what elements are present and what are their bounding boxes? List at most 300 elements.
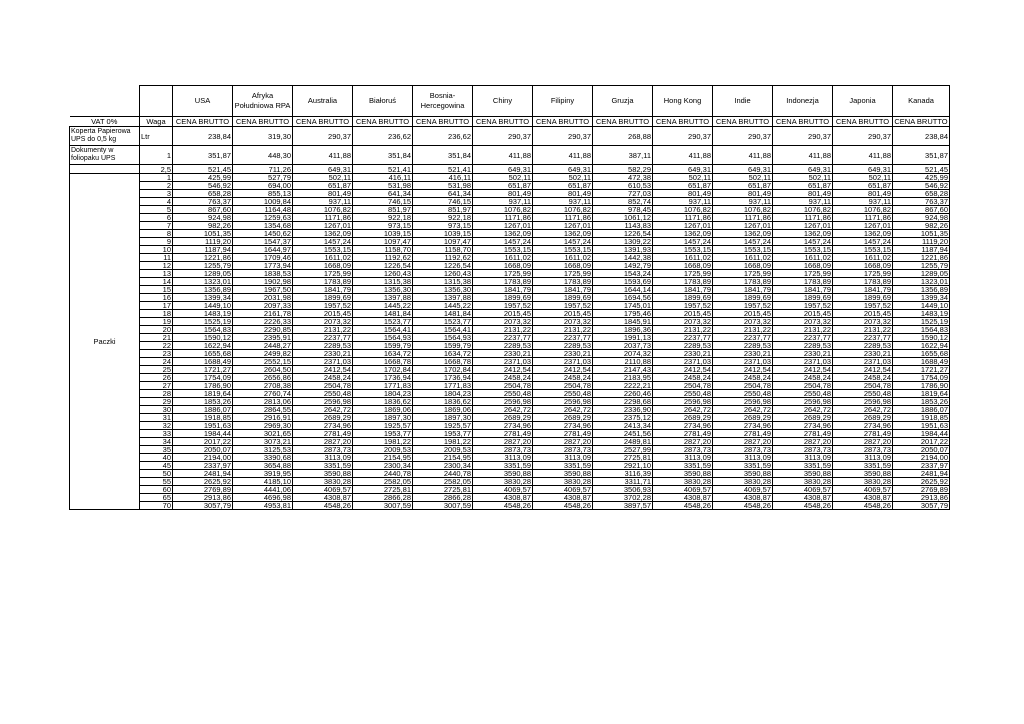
price-cell: 4548,26 (773, 502, 833, 510)
country-header: Indie (713, 86, 773, 117)
price-cell: 2330,21 (293, 350, 353, 358)
price-cell: 1590,12 (173, 334, 233, 342)
price-cell: 2781,49 (293, 430, 353, 438)
weight-cell: 31 (140, 414, 173, 422)
price-cell: 290,37 (293, 127, 353, 146)
price-cell: 1564,83 (173, 326, 233, 334)
price-cell: 2582,05 (353, 478, 413, 486)
price-cell: 1896,36 (593, 326, 653, 334)
price-cell: 1553,15 (713, 246, 773, 254)
price-cell: 1899,69 (713, 294, 773, 302)
price-cell: 2596,98 (473, 398, 533, 406)
price-cell: 3830,28 (533, 478, 593, 486)
corner-cell-2 (140, 86, 173, 117)
table-row (70, 198, 950, 206)
weight-cell: 17 (140, 302, 173, 310)
table-row (70, 494, 950, 502)
weight-cell: 26 (140, 374, 173, 382)
price-cell: 2734,96 (773, 422, 833, 430)
price-cell: 2781,49 (533, 430, 593, 438)
price-cell: 2458,24 (293, 374, 353, 382)
price-cell: 1158,70 (413, 246, 473, 254)
price-cell: 2131,22 (833, 326, 893, 334)
price-header: CENA BRUTTO (293, 117, 353, 127)
price-cell: 2481,94 (173, 470, 233, 478)
price-cell: 1736,94 (413, 374, 473, 382)
table-row (70, 214, 950, 222)
price-cell: 1171,86 (473, 214, 533, 222)
price-cell: 1525,19 (893, 318, 950, 326)
price-cell: 1899,69 (293, 294, 353, 302)
price-cell: 649,31 (773, 165, 833, 174)
price-cell: 641,34 (413, 190, 473, 198)
price-cell: 1694,56 (593, 294, 653, 302)
price-cell: 1255,79 (893, 262, 950, 270)
price-cell: 746,15 (353, 198, 413, 206)
price-cell: 2330,21 (653, 350, 713, 358)
price-cell: 1362,09 (473, 230, 533, 238)
price-cell: 1076,82 (773, 206, 833, 214)
price-cell: 2131,22 (293, 326, 353, 334)
price-cell: 411,88 (653, 146, 713, 165)
table-row (70, 326, 950, 334)
price-cell: 2504,78 (533, 382, 593, 390)
price-header: CENA BRUTTO (353, 117, 413, 127)
price-cell: 2916,91 (233, 414, 293, 422)
price-cell: 2237,77 (713, 334, 773, 342)
table-row (70, 146, 950, 165)
price-cell: 2873,73 (833, 446, 893, 454)
price-cell: 1457,24 (833, 238, 893, 246)
weight-cell: 14 (140, 278, 173, 286)
price-cell: 2827,20 (533, 438, 593, 446)
weight-cell: 1 (140, 146, 173, 165)
price-cell: 2015,45 (713, 310, 773, 318)
weight-cell: 20 (140, 326, 173, 334)
price-cell: 4953,81 (233, 502, 293, 510)
price-cell: 2289,53 (533, 342, 593, 350)
price-cell: 1076,82 (293, 206, 353, 214)
country-header: Afryka Południowa RPA (233, 86, 293, 117)
price-cell: 1399,34 (173, 294, 233, 302)
weight-cell: 34 (140, 438, 173, 446)
price-cell: 1841,79 (473, 286, 533, 294)
price-cell: 1362,09 (293, 230, 353, 238)
table-row (70, 270, 950, 278)
price-cell: 973,15 (413, 222, 473, 230)
price-cell: 1668,09 (293, 262, 353, 270)
price-cell: 651,87 (293, 182, 353, 190)
price-cell: 3830,28 (473, 478, 533, 486)
price-cell: 319,30 (233, 127, 293, 146)
price-cell: 1899,69 (473, 294, 533, 302)
price-cell: 867,60 (173, 206, 233, 214)
price-cell: 2395,91 (233, 334, 293, 342)
price-cell: 1267,01 (473, 222, 533, 230)
price-cell: 1836,62 (413, 398, 473, 406)
price-cell: 2913,86 (173, 494, 233, 502)
price-cell: 1051,35 (893, 230, 950, 238)
table-row (70, 406, 950, 414)
price-cell: 1668,09 (833, 262, 893, 270)
price-cell: 1076,82 (833, 206, 893, 214)
price-cell: 1783,89 (653, 278, 713, 286)
price-cell: 2642,72 (653, 406, 713, 414)
price-cell: 2015,45 (833, 310, 893, 318)
weight-cell: 70 (140, 502, 173, 510)
price-cell: 1076,82 (653, 206, 713, 214)
price-cell: 2708,38 (233, 382, 293, 390)
price-cell: 1187,94 (893, 246, 950, 254)
price-cell: 1362,09 (653, 230, 713, 238)
price-cell: 3590,88 (533, 470, 593, 478)
price-cell: 1397,88 (353, 294, 413, 302)
row-label: Dokumenty w foliopaku UPS (70, 146, 140, 165)
price-cell: 1309,22 (593, 238, 653, 246)
price-cell: 1481,84 (353, 310, 413, 318)
price-cell: 937,11 (533, 198, 593, 206)
price-cell: 2009,53 (413, 446, 473, 454)
price-cell: 1957,52 (293, 302, 353, 310)
price-cell: 1841,79 (833, 286, 893, 294)
price-cell: 1869,06 (353, 406, 413, 414)
price-cell: 727,03 (593, 190, 653, 198)
price-cell: 4069,57 (773, 486, 833, 494)
price-cell: 2073,32 (713, 318, 773, 326)
price-cell: 4069,57 (293, 486, 353, 494)
price-cell: 1991,13 (593, 334, 653, 342)
price-cell: 982,26 (893, 222, 950, 230)
price-cell: 1897,30 (413, 414, 473, 422)
weight-cell: 24 (140, 358, 173, 366)
price-cell: 236,62 (413, 127, 473, 146)
paczki-label: Paczki (70, 174, 140, 510)
price-cell: 2866,28 (353, 494, 413, 502)
price-cell: 2337,97 (893, 462, 950, 470)
price-cell: 582,29 (593, 165, 653, 174)
weight-cell: 5 (140, 206, 173, 214)
price-cell: 1899,69 (773, 294, 833, 302)
table-row (70, 358, 950, 366)
price-cell: 3113,09 (533, 454, 593, 462)
price-cell: 2440,78 (353, 470, 413, 478)
price-cell: 1226,54 (353, 262, 413, 270)
price-cell: 2371,03 (773, 358, 833, 366)
price-cell: 2781,49 (833, 430, 893, 438)
price-cell: 1362,09 (773, 230, 833, 238)
country-header: Białoruś (353, 86, 413, 117)
weight-cell: 10 (140, 246, 173, 254)
weight-cell: 22 (140, 342, 173, 350)
price-cell: 2656,86 (233, 374, 293, 382)
price-cell: 521,41 (413, 165, 473, 174)
price-cell: 2504,78 (833, 382, 893, 390)
price-cell: 2552,15 (233, 358, 293, 366)
country-header: Kanada (893, 86, 950, 117)
price-cell: 3830,28 (293, 478, 353, 486)
vat-label: VAT 0% (70, 117, 140, 127)
price-cell: 1804,23 (413, 390, 473, 398)
price-cell: 1668,78 (413, 358, 473, 366)
price-cell: 3007,59 (413, 502, 473, 510)
price-cell: 2015,45 (473, 310, 533, 318)
weight-cell: 29 (140, 398, 173, 406)
price-cell: 2642,72 (473, 406, 533, 414)
price-cell: 2550,48 (833, 390, 893, 398)
price-cell: 2413,34 (593, 422, 653, 430)
price-cell: 1039,15 (353, 230, 413, 238)
price-cell: 2642,72 (533, 406, 593, 414)
country-header: Bosnia-Hercegowina (413, 86, 473, 117)
price-cell: 521,45 (893, 165, 950, 174)
price-cell: 1795,46 (593, 310, 653, 318)
price-cell: 937,11 (293, 198, 353, 206)
price-cell: 351,87 (893, 146, 950, 165)
price-cell: 852,74 (593, 198, 653, 206)
price-cell: 502,11 (293, 174, 353, 182)
weight-cell: 21 (140, 334, 173, 342)
price-cell: 1483,19 (893, 310, 950, 318)
price-cell: 651,87 (713, 182, 773, 190)
price-cell: 2131,22 (773, 326, 833, 334)
price-cell: 3113,09 (653, 454, 713, 462)
price-cell: 2371,03 (833, 358, 893, 366)
price-cell: 1483,19 (173, 310, 233, 318)
price-cell: 1957,52 (713, 302, 773, 310)
price-cell: 2760,74 (233, 390, 293, 398)
price-cell: 2527,99 (593, 446, 653, 454)
price-cell: 1984,44 (893, 430, 950, 438)
price-cell: 4548,26 (533, 502, 593, 510)
price-cell: 527,79 (233, 174, 293, 182)
price-header: CENA BRUTTO (473, 117, 533, 127)
price-cell: 2015,45 (293, 310, 353, 318)
price-cell: 2015,45 (653, 310, 713, 318)
price-cell: 3057,79 (173, 502, 233, 510)
weight-cell: 7 (140, 222, 173, 230)
price-cell: 2300,34 (413, 462, 473, 470)
price-cell: 2330,21 (713, 350, 773, 358)
price-header: CENA BRUTTO (653, 117, 713, 127)
price-cell: 1523,77 (353, 318, 413, 326)
price-header: CENA BRUTTO (833, 117, 893, 127)
price-cell: 1668,09 (773, 262, 833, 270)
price-cell: 2330,21 (473, 350, 533, 358)
price-cell: 290,37 (833, 127, 893, 146)
price-cell: 2781,49 (653, 430, 713, 438)
price-cell: 1668,09 (533, 262, 593, 270)
price-cell: 411,88 (833, 146, 893, 165)
price-cell: 2237,77 (833, 334, 893, 342)
price-header: CENA BRUTTO (773, 117, 833, 127)
price-cell: 4069,57 (833, 486, 893, 494)
price-cell: 1668,09 (653, 262, 713, 270)
price-cell: 3390,68 (233, 454, 293, 462)
price-cell: 1543,24 (593, 270, 653, 278)
price-cell: 3351,59 (293, 462, 353, 470)
weight-cell: 16 (140, 294, 173, 302)
price-cell: 2371,03 (653, 358, 713, 366)
price-cell: 3351,59 (653, 462, 713, 470)
table-row (70, 174, 950, 182)
country-header: USA (173, 86, 233, 117)
price-cell: 2642,72 (293, 406, 353, 414)
price-cell: 2913,86 (893, 494, 950, 502)
price-cell: 1783,89 (833, 278, 893, 286)
price-cell: 2596,98 (713, 398, 773, 406)
price-cell: 2873,73 (713, 446, 773, 454)
table-row (70, 238, 950, 246)
weight-cell: 2 (140, 182, 173, 190)
price-cell: 1442,38 (593, 254, 653, 262)
price-cell: 937,11 (653, 198, 713, 206)
price-cell: 3830,28 (653, 478, 713, 486)
price-cell: 2458,24 (473, 374, 533, 382)
price-cell: 1845,91 (593, 318, 653, 326)
price-cell: 801,49 (833, 190, 893, 198)
price-cell: 1061,12 (593, 214, 653, 222)
price-cell: 1925,57 (413, 422, 473, 430)
price-cell: 2412,54 (713, 366, 773, 374)
price-cell: 2037,73 (593, 342, 653, 350)
price-cell: 3590,88 (773, 470, 833, 478)
price-cell: 1745,01 (593, 302, 653, 310)
price-cell: 2458,24 (833, 374, 893, 382)
table-row (70, 486, 950, 494)
price-cell: 2009,53 (353, 446, 413, 454)
price-cell: 2260,46 (593, 390, 653, 398)
price-cell: 1688,49 (173, 358, 233, 366)
table-row (70, 206, 950, 214)
price-cell: 2289,53 (293, 342, 353, 350)
price-cell: 448,30 (233, 146, 293, 165)
price-cell: 521,41 (353, 165, 413, 174)
table-row (70, 127, 950, 146)
price-cell: 2017,22 (893, 438, 950, 446)
price-cell: 982,26 (173, 222, 233, 230)
price-cell: 1171,86 (653, 214, 713, 222)
price-cell: 1754,09 (173, 374, 233, 382)
price-cell: 1925,57 (353, 422, 413, 430)
price-cell: 2827,20 (773, 438, 833, 446)
price-cell: 801,49 (293, 190, 353, 198)
price-cell: 2017,22 (173, 438, 233, 446)
price-cell: 3351,59 (713, 462, 773, 470)
price-cell: 1725,99 (833, 270, 893, 278)
price-cell: 2300,34 (353, 462, 413, 470)
price-cell: 2131,22 (653, 326, 713, 334)
price-cell: 1362,09 (713, 230, 773, 238)
price-cell: 2183,95 (593, 374, 653, 382)
price-cell: 651,87 (773, 182, 833, 190)
price-cell: 651,87 (473, 182, 533, 190)
price-cell: 1399,34 (893, 294, 950, 302)
price-cell: 1590,12 (893, 334, 950, 342)
price-cell: 2781,49 (773, 430, 833, 438)
table-row (70, 262, 950, 270)
price-cell: 2371,03 (473, 358, 533, 366)
price-cell: 2097,33 (233, 302, 293, 310)
price-cell: 1721,27 (173, 366, 233, 374)
weight-header: Waga (140, 117, 173, 127)
price-cell: 1523,77 (413, 318, 473, 326)
price-cell: 1634,72 (413, 350, 473, 358)
price-cell: 937,11 (833, 198, 893, 206)
table-row (70, 398, 950, 406)
price-cell: 1771,83 (413, 382, 473, 390)
price-cell: 4308,87 (533, 494, 593, 502)
price-cell: 1886,07 (893, 406, 950, 414)
table-row (70, 302, 950, 310)
table-row (70, 278, 950, 286)
price-cell: 2290,85 (233, 326, 293, 334)
price-cell: 1267,01 (833, 222, 893, 230)
price-cell: 2582,05 (413, 478, 473, 486)
price-cell: 1836,62 (353, 398, 413, 406)
price-cell: 1289,05 (173, 270, 233, 278)
price-cell: 1841,79 (533, 286, 593, 294)
price-cell: 1725,99 (713, 270, 773, 278)
price-cell: 2073,32 (833, 318, 893, 326)
price-cell: 1951,63 (893, 422, 950, 430)
price-cell: 2734,96 (833, 422, 893, 430)
weight-cell: 27 (140, 382, 173, 390)
price-cell: 2489,81 (593, 438, 653, 446)
price-cell: 2550,48 (473, 390, 533, 398)
price-cell: 3590,88 (713, 470, 773, 478)
price-cell: 3311,71 (593, 478, 653, 486)
table-row (70, 414, 950, 422)
price-cell: 1481,84 (413, 310, 473, 318)
price-cell: 3919,95 (233, 470, 293, 478)
price-cell: 290,37 (533, 127, 593, 146)
price-cell: 1564,93 (413, 334, 473, 342)
price-cell: 855,13 (233, 190, 293, 198)
price-cell: 2237,77 (533, 334, 593, 342)
weight-cell: 45 (140, 462, 173, 470)
price-cell: 2873,73 (293, 446, 353, 454)
price-cell: 1457,24 (293, 238, 353, 246)
price-cell: 1356,30 (413, 286, 473, 294)
price-table (69, 85, 950, 510)
price-cell: 924,98 (173, 214, 233, 222)
price-cell: 1655,68 (173, 350, 233, 358)
table-row (70, 165, 950, 174)
price-cell: 472,38 (593, 174, 653, 182)
price-cell: 2154,95 (413, 454, 473, 462)
price-cell: 937,11 (773, 198, 833, 206)
price-cell: 1783,89 (293, 278, 353, 286)
price-cell: 1449,10 (173, 302, 233, 310)
price-cell: 1119,20 (173, 238, 233, 246)
price-cell: 1981,22 (413, 438, 473, 446)
price-cell: 2596,98 (773, 398, 833, 406)
price-cell: 3113,09 (833, 454, 893, 462)
price-cell: 1547,37 (233, 238, 293, 246)
price-cell: 416,11 (413, 174, 473, 182)
price-cell: 502,11 (713, 174, 773, 182)
price-cell: 2412,54 (473, 366, 533, 374)
price-cell: 1957,52 (533, 302, 593, 310)
price-cell: 1267,01 (653, 222, 713, 230)
price-cell: 1445,22 (413, 302, 473, 310)
price-cell: 1783,89 (713, 278, 773, 286)
price-cell: 1611,02 (533, 254, 593, 262)
price-cell: 973,15 (353, 222, 413, 230)
price-cell: 4548,26 (833, 502, 893, 510)
price-cell: 4069,57 (653, 486, 713, 494)
table-row (70, 470, 950, 478)
